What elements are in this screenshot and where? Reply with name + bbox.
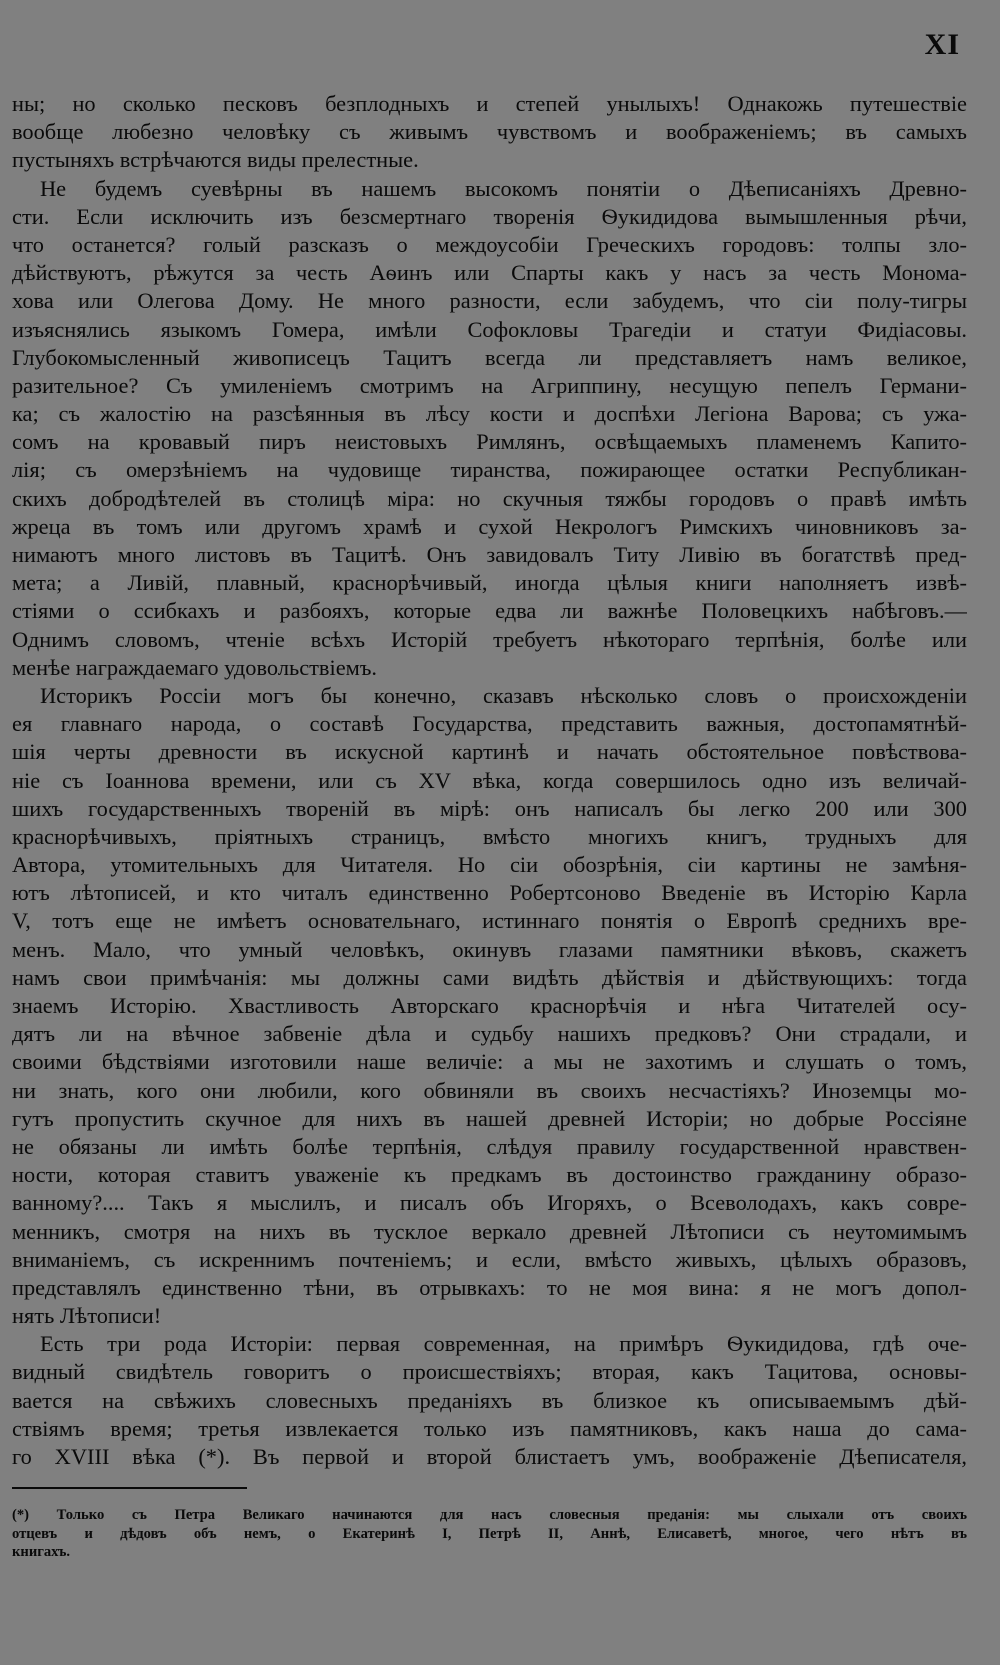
text-line: Историкъ Россіи могъ бы конечно, сказавъ нѣсколько словъ о происхожденіи [40,682,967,708]
page-number: XI [924,28,960,61]
text-line: сомъ на кровавый пиръ неистовыхъ Римлянъ, освѣщаемыхъ пламенемъ Капито- [12,429,967,455]
text-line: менникъ, смотря на нихъ въ тусклое веркало древней Лѣтописи съ неутомимымъ [12,1218,967,1244]
text-line: ванному?.... Такъ я мыслилъ, и писалъ объ Игоряхъ, о Всеволодахъ, какъ совре- [12,1190,967,1216]
footnote-divider [12,1487,247,1489]
footnote [12,1506,967,1562]
text-line: гутъ пропустить скучное для нихъ въ нашей древней Исторіи; но добрые Россіяне [12,1105,967,1131]
text-line: шихъ государственныхъ твореній въ мірѣ: онъ написалъ бы легко 200 или 300 [12,795,967,821]
text-line: что останется? голый разсказъ о междоусобіи Греческихъ городовъ: толпы зло- [12,231,967,257]
text-line: не обязаны ли имѣть болѣе терпѣнія, слѣдуя правилу государственной нравствен- [12,1133,967,1159]
text-line: ка; съ жалостію на разсѣянныя въ лѣсу кости и доспѣхи Легіона Варова; съ ужа- [12,401,967,427]
text-line: ны; но сколько песковъ безплодныхъ и степей унылыхъ! Однакожь путешествіе [12,91,967,116]
footnote-line: отцевъ и дѣдовъ объ немъ, о Екатеринѣ I, Петрѣ II, Аннѣ, Елисаветѣ, многое, чего нѣтъ въ [12,1525,967,1542]
text-line: Глубокомысленный живописецъ Тацитъ всегда ли представляетъ намъ великое, [12,344,967,370]
text-line: краснорѣчивыхъ, пріятныхъ страницъ, вмѣсто многихъ книгъ, трудныхъ для [12,823,967,849]
text-line: намъ свои примѣчанія: мы должны сами видѣть дѣйствія и дѣйствующихъ: тогда [12,964,967,990]
text-line: ея главнаго народа, о составѣ Государства, представить важныя, достопамятнѣй- [12,711,967,737]
text-line: V, тотъ еще не имѣетъ основательнаго, истиннаго понятія о Европѣ среднихъ вре- [12,908,967,934]
text-line: менъ. Мало, что умный человѣкъ, окинувъ глазами памятники вѣковъ, скажетъ [12,936,967,962]
text-line: ни знать, кого они любили, кого обвиняли въ своихъ несчастіяхъ? Иноземцы мо- [12,1077,967,1103]
text-line: разительное? Съ умиленіемъ смотримъ на Агриппину, несущую пепелъ Германи- [12,372,967,398]
text-line: лія; съ омерзѣніемъ на чудовище тиранства, пожирающее остатки Республикан- [12,457,967,483]
text-line: мета; а Ливій, плавный, краснорѣчивый, иногда цѣлыя книги наполняетъ извѣ- [12,570,967,596]
text-line: вообще любезно человѣку съ живымъ чувствомъ и воображеніемъ; въ самыхъ [12,119,967,145]
text-line: ютъ лѣтописей, и кто читалъ единственно Робертсоново Введеніе въ Исторію Карла [12,880,967,906]
text-line: нять Лѣтописи! [12,1303,162,1329]
text-line: Однимъ словомъ, чтеніе всѣхъ Исторій требуетъ нѣкотораго терпѣнія, болѣе или [12,626,967,652]
text-line: пустыняхъ встрѣчаются виды прелестные. [12,147,419,173]
text-line: вается на свѣжихъ словесныхъ преданіяхъ въ близкое къ описываемымъ дѣй- [12,1387,967,1413]
text-line: своими бѣдствіями изготовили наше величіе: а мы не захотимъ и слушать о томъ, [12,1049,967,1075]
text-line: шія черты древности въ искусной картинѣ и начать обстоятельное повѣствова- [12,739,967,765]
text-line: ности, которая ставитъ уваженіе къ предкамъ въ достоинство гражданину образо- [12,1162,967,1188]
text-line: представлялъ единственно тѣни, въ отрывкахъ: то не моя вина: я не могъ допол- [12,1274,967,1300]
text-line: хова или Олегова Дому. Не много разности, если забудемъ, что сіи полу-тигры [12,288,967,314]
text-line: сти. Если исключить изъ безсмертнаго творенія Ѳукидидова вымышленныя рѣчи, [12,203,967,229]
text-line: Автора, утомительныхъ для Читателя. Но сіи обозрѣнія, сіи картины не замѣня- [12,852,967,878]
text-line: дятъ ли на вѣчное забвеніе дѣла и судьбу нашихъ предковъ? Они страдали, и [12,1021,967,1047]
footnote-line: (*) Только съ Петра Великаго начинаются для насъ словесныя преданія: мы слыхали отъ своихъ [12,1507,967,1523]
body-text [12,90,967,1471]
text-line: стіями о ссибкахъ и разбояхъ, которые едва ли важнѣе Половецкихъ набѣговъ.— [12,598,967,624]
text-line: скихъ добродѣтелей въ столицѣ міра: но скучныя тяжбы городовъ о правѣ имѣть [12,485,967,511]
text-line: Есть три рода Исторіи: первая современная, на примѣръ Ѳукидидова, гдѣ оче- [40,1331,967,1357]
text-line: знаемъ Исторію. Хвастливость Авторскаго краснорѣчія и нѣга Читателей осу- [12,993,967,1018]
text-line: нимаютъ много листовъ въ Тацитѣ. Онъ завидовалъ Титу Ливію въ богатствѣ пред- [12,542,967,567]
text-line: жреца въ томъ или другомъ храмѣ и сухой Некрологъ Римскихъ чиновниковъ за- [12,513,967,539]
text-line: вниманіемъ, съ искреннимъ почтеніемъ; и если, вмѣсто живыхъ, цѣлыхъ образовъ, [12,1246,967,1272]
text-line: ствіямъ время; третья извлекается только изъ памятниковъ, какъ наша до сама- [12,1415,967,1441]
text-line: изъяснялись языкомъ Гомера, имѣли Софокловы Трагедіи и статуи Фидіасовы. [12,316,967,342]
footnote-line: книгахъ. [12,1544,71,1560]
text-line: менѣе награждаемаго удовольствіемъ. [12,654,378,680]
text-line: Не будемъ суевѣрны въ нашемъ высокомъ понятіи о Дѣеписаніяхъ Древно- [40,175,967,201]
text-line: дѣйствуютъ, рѣжутся за честь Аѳинъ или Спарты какъ у насъ за честь Монома- [12,260,967,286]
text-line: ніе съ Іоаннова времени, или съ XV вѣка, когда совершилось одно изъ величай- [12,767,967,793]
text-line: го XVIII вѣка (*). Въ первой и второй блистаетъ умъ, воображеніе Дѣеписателя, [12,1444,967,1469]
text-line: видный свидѣтель говоритъ о происшествіяхъ; вторая, какъ Тацитова, основы- [12,1359,967,1385]
